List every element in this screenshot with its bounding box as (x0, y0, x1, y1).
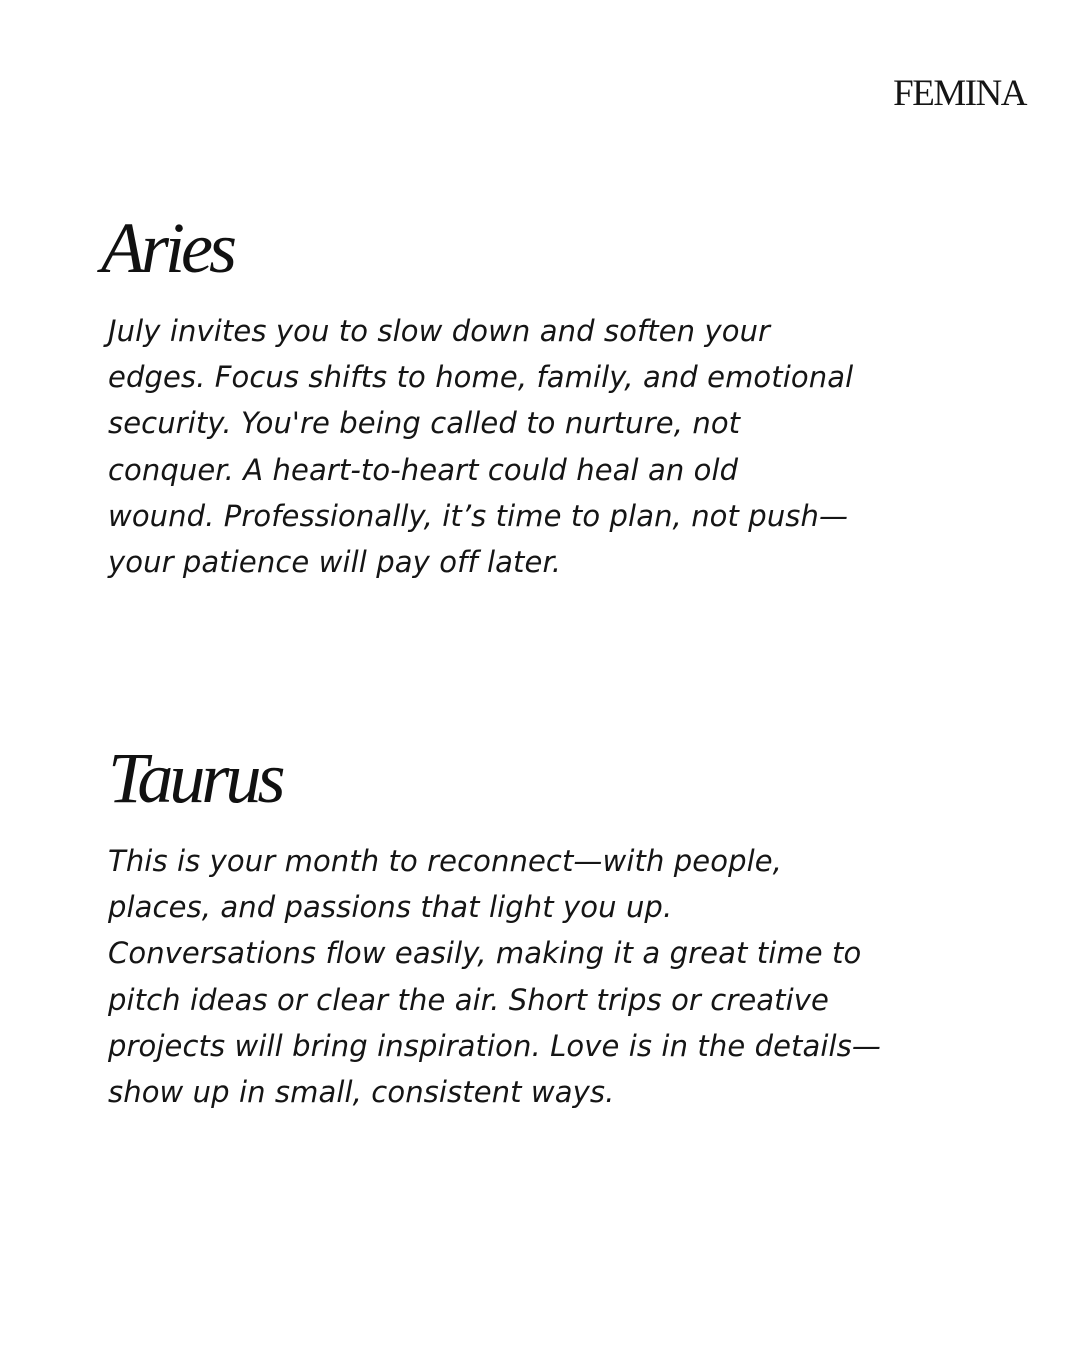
sign-description-aries: July invites you to slow down and soften your edges. Focus shifts to home, family, and emotional security. You're being called to nurture, not conquer. A heart-to-heart could heal an old wound. Professionally, it’s time to plan, not push— your patience will pay off later. (108, 314, 854, 580)
horoscope-taurus (108, 738, 988, 1115)
horoscope-aries (101, 208, 988, 585)
sign-description-taurus: This is your month to reconnect—with people, places, and passions that light you up. Conversations flow easily, making it a great time to pitch ideas or clear the air. Short trips or creative projects will bring inspiration. Love is in the details— show up in small, consistent ways. (108, 844, 881, 1110)
sign-title-aries: Aries (101, 208, 233, 288)
sign-title-taurus: Taurus (108, 738, 282, 818)
brand-logo: FEMINA (893, 73, 1026, 114)
